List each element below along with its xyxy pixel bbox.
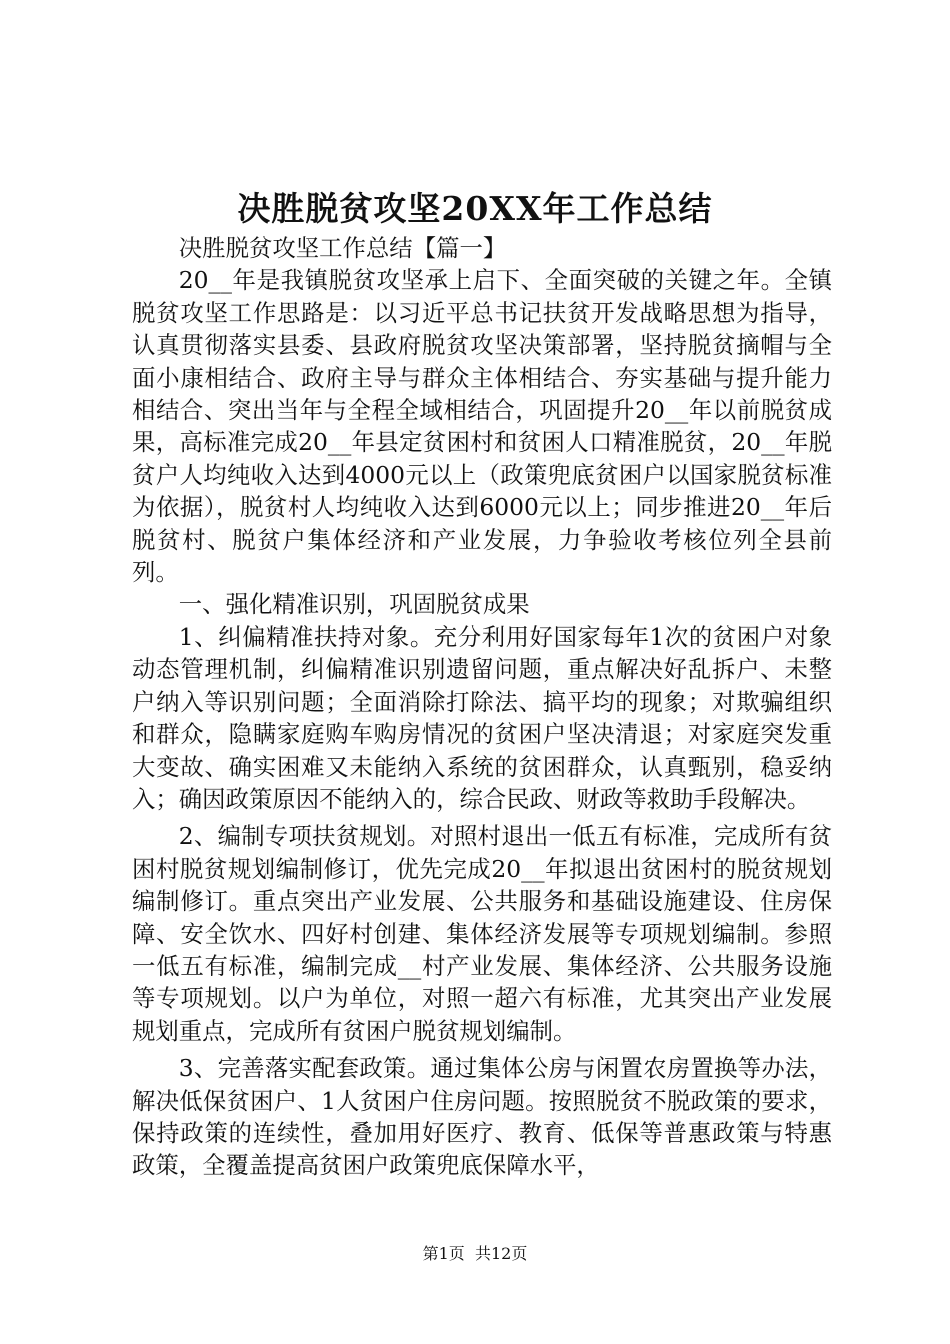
document-title: 决胜脱贫攻坚20XX年工作总结 — [237, 189, 713, 228]
page-number: 第1页 — [422, 1244, 465, 1263]
subsection-heading: 一、强化精准识别，巩固脱贫成果 — [178, 590, 530, 619]
page-total: 共12页 — [474, 1244, 528, 1263]
body-paragraph-1: 1、纠偏精准扶持对象。充分利用好国家每年1次的贫困户对象动态管理机制，纠偏精准识别遗留问题，重点解决好乱拆户、未整户纳入等识别问题；全面消除打除法、搞平均的现象；对欺骗组织和群众，隐瞒家庭购车购房情况的贫困户坚决清退；对家庭突发重大变故、确实困难又未能纳入系统的贫困群众，认真甄别，稳妥纳入；确因政策原因不能纳入的，综合民政、财政等救助手段解决。 — [132, 622, 832, 813]
page-footer — [0, 1243, 950, 1265]
intro-paragraph: 20__年是我镇脱贫攻坚承上启下、全面突破的关键之年。全镇脱贫攻坚工作思路是：以习近平总书记扶贫开发战略思想为指导，认真贯彻落实县委、县政府脱贫攻坚决策部署，坚持脱贫摘帽与全面小康相结合、政府主导与群众主体相结合、夯实基础与提升能力相结合、突出当年与全程全域相结合，巩固提升20__年以前脱贫成果，高标准完成20__年县定贫困村和贫困人口精准脱贫，20__年脱贫户人均纯收入达到4000元以上（政策兜底贫困户以国家脱贫标准为依据），脱贫村人均纯收入达到6000元以上；同步推进20__年后脱贫村、脱贫户集体经济和产业发展，力争验收考核位列全县前列。 — [132, 266, 832, 587]
section-heading: 决胜脱贫攻坚工作总结【篇一】 — [178, 234, 507, 262]
body-paragraph-3: 3、完善落实配套政策。通过集体公房与闲置农房置换等办法，解决低保贫困户、1人贫困户住房问题。按照脱贫不脱政策的要求，保持政策的连续性，叠加用好医疗、教育、低保等普惠政策与特惠政策，全覆盖提高贫困户政策兜底保障水平， — [132, 1054, 832, 1180]
document-body — [132, 232, 832, 1182]
body-paragraph-2: 2、编制专项扶贫规划。对照村退出一低五有标准，完成所有贫困村脱贫规划编制修订，优先完成20__年拟退出贫困村的脱贫规划编制修订。重点突出产业发展、公共服务和基础设施建设、住房保障、安全饮水、四好村创建、集体经济发展等专项规划编制。参照一低五有标准，编制完成__村产业发展、集体经济、公共服务设施等专项规划。以户为单位，对照一超六有标准，尤其突出产业发展规划重点，完成所有贫困户脱贫规划编制。 — [132, 822, 832, 1045]
